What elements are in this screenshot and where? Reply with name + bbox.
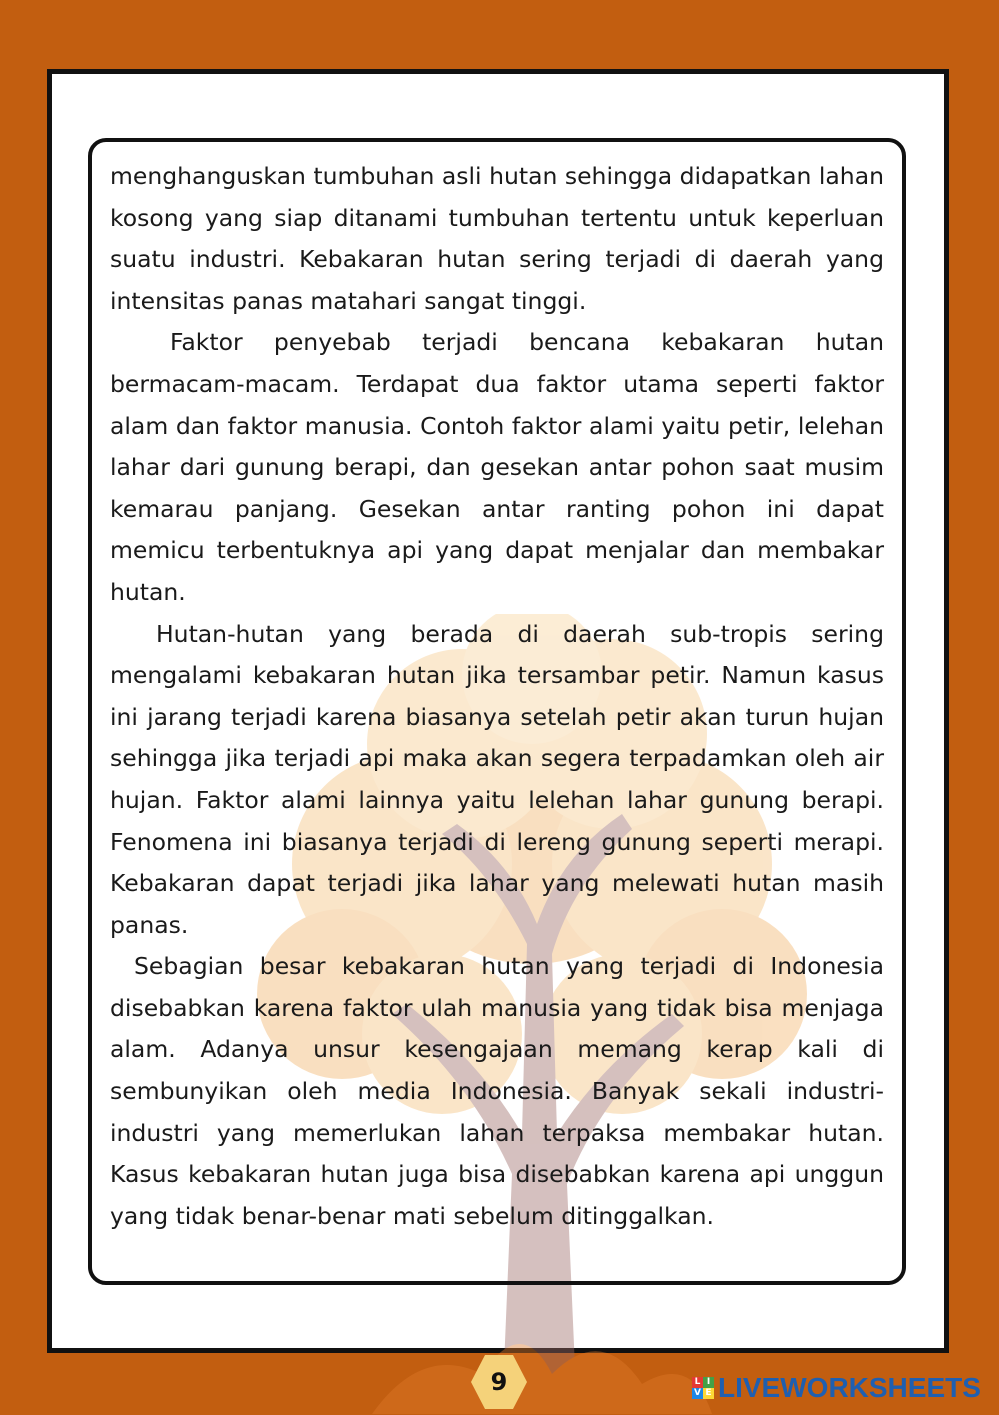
paragraph: Sebagian besar kebakaran hutan yang terjadi di Indonesia disebabkan karena faktor ulah manusia yang tidak bisa menjaga alam. Adanya unsur kesengajaan memang kerap kali di sembunyikan oleh media Indonesia. Banyak sekali industri-industri yang memerlukan lahan terpaksa membakar hutan. Kasus kebakaran hutan juga bisa disebabkan karena api unggun yang tidak benar-benar mati sebelum ditinggalkan.: [110, 952, 884, 1230]
page-number: 9: [490, 1368, 508, 1396]
liveworksheets-logo-icon: [692, 1377, 714, 1399]
brand-name: LIVEWORKSHEETS: [718, 1372, 981, 1403]
paragraph: Faktor penyebab terjadi bencana kebakaran hutan bermacam-macam. Terdapat dua faktor utama seperti faktor alam dan faktor manusia. Contoh faktor alami yaitu petir, lelehan lahar dari gunung berapi, dan gesekan antar pohon saat musim kemarau panjang. Gesekan antar ranting pohon ini dapat memicu terbentuknya api yang dapat menjalar dan membakar hutan.: [110, 328, 884, 606]
logo-letter: E: [703, 1388, 714, 1399]
page-number-badge: [470, 1353, 528, 1411]
page-frame: [47, 69, 949, 1353]
logo-letter: I: [703, 1377, 714, 1388]
paragraph: Hutan-hutan yang berada di daerah sub-tropis sering mengalami kebakaran hutan jika tersambar petir. Namun kasus ini jarang terjadi karena biasanya setelah petir akan turun hujan sehingga jika terjadi api maka akan segera terpadamkan oleh air hujan. Faktor alami lainnya yaitu lelehan lahar gunung berapi. Fenomena ini biasanya terjadi di lereng gunung seperti merapi. Kebakaran dapat terjadi jika lahar yang melewati hutan masih panas.: [110, 619, 884, 939]
paragraph: menghanguskan tumbuhan asli hutan sehingga didapatkan lahan kosong yang siap ditanami tumbuhan tertentu untuk keperluan suatu industri. Kebakaran hutan sering terjadi di daerah yang intensitas panas matahari sangat tinggi.: [110, 162, 884, 315]
text-box: [88, 138, 906, 1285]
logo-letter: L: [692, 1377, 703, 1388]
liveworksheets-brand[interactable]: [692, 1372, 981, 1404]
logo-letter: V: [692, 1388, 703, 1399]
